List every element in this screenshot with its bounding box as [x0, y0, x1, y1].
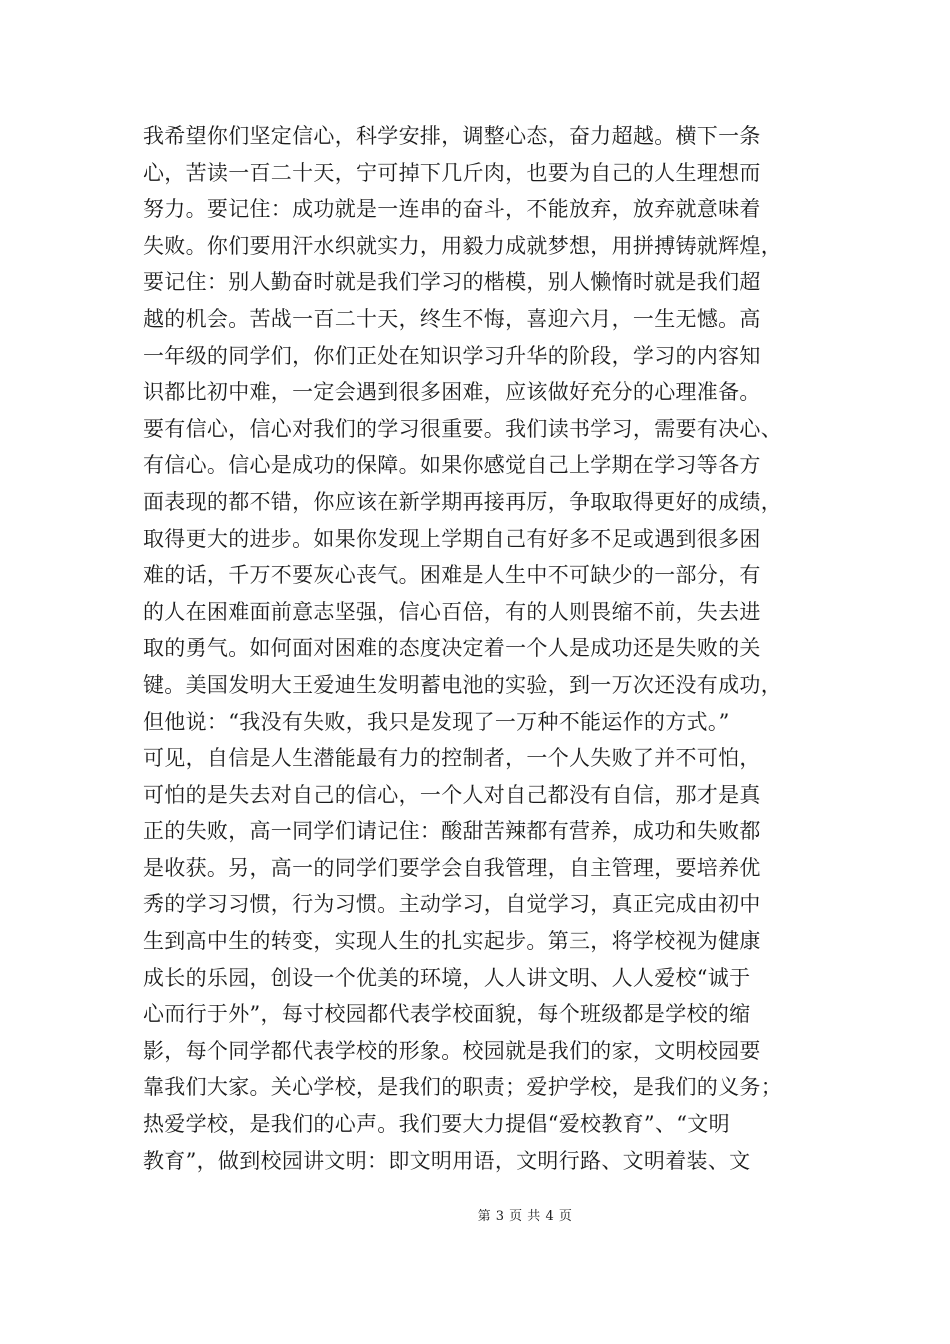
text-line: 但他说：“我没有失败，我只是发现了一万种不能运作的方式。”: [143, 709, 730, 734]
text-line: 秀的学习习惯，行为习惯。主动学习，自觉学习，真正完成由初中: [143, 892, 761, 917]
text-line: 我希望你们坚定信心，科学安排，调整心态，奋力超越。横下一条: [143, 124, 761, 148]
text-line: 影，每个同学都代表学校的形象。校园就是我们的家，文明校园要: [143, 1038, 761, 1063]
text-line: 要记住：别人勤奋时就是我们学习的楷模，别人懒惰时就是我们超: [143, 270, 761, 295]
text-line: 要有信心，信心对我们的学习很重要。我们读书学习，需要有决心、: [143, 416, 782, 441]
text-line: 键。美国发明大王爱迪生发明蓄电池的实验，到一万次还没有成功，: [143, 672, 782, 697]
text-line: 心而行于外”，每寸校园都代表学校面貌，每个班级都是学校的缩: [143, 1002, 751, 1027]
text-line: 教育”，做到校园讲文明：即文明用语，文明行路、文明着装、文: [143, 1148, 751, 1173]
text-line: 难的话，千万不要灰心丧气。困难是人生中不可缺少的一部分，有: [143, 563, 761, 588]
text-line: 生到高中生的转变，实现人生的扎实起步。第三，将学校视为健康: [143, 929, 761, 954]
text-line: 是收获。另，高一的同学们要学会自我管理，自主管理，要培养优: [143, 855, 761, 880]
text-line: 靠我们大家。关心学校，是我们的职责；爱护学校，是我们的义务；: [143, 1075, 782, 1100]
text-line: 可见，自信是人生潜能最有力的控制者，一个人失败了并不可怕，: [143, 746, 761, 771]
text-line: 有信心。信心是成功的保障。如果你感觉自己上学期在学习等各方: [143, 453, 761, 478]
text-line: 一年级的同学们，你们正处在知识学习升华的阶段，学习的内容知: [143, 343, 761, 368]
text-line: 失败。你们要用汗水织就实力，用毅力成就梦想，用拼搏铸就辉煌，: [143, 233, 782, 258]
text-line: 面表现的都不错，你应该在新学期再接再厉，争取取得更好的成绩，: [143, 489, 782, 514]
text-line: 识都比初中难，一定会遇到很多困难，应该做好充分的心理准备。: [143, 380, 761, 405]
body-text: [143, 118, 823, 1179]
text-line: 可怕的是失去对自己的信心，一个人对自己都没有自信，那才是真: [143, 782, 761, 807]
text-line: 的人在困难面前意志坚强，信心百倍，有的人则畏缩不前，失去进: [143, 599, 761, 624]
text-line: 心，苦读一百二十天，宁可掉下几斤肉，也要为自己的人生理想而: [143, 160, 761, 185]
text-line: 取得更大的进步。如果你发现上学期自己有好多不足或遇到很多困: [143, 526, 761, 551]
text-line: 越的机会。苦战一百二十天，终生不悔，喜迎六月，一生无憾。高: [143, 306, 761, 331]
text-line: 热爱学校，是我们的心声。我们要大力提倡“爱校教育”、“文明: [143, 1112, 730, 1137]
text-line: 正的失败，高一同学们请记住：酸甜苦辣都有营养，成功和失败都: [143, 819, 761, 844]
page-number-footer: 第 3 页 共 4 页: [477, 1209, 573, 1224]
text-line: 取的勇气。如何面对困难的态度决定着一个人是成功还是失败的关: [143, 636, 761, 661]
text-line: 成长的乐园，创设一个优美的环境，人人讲文明、人人爱校“诚于: [143, 965, 751, 990]
text-line: 努力。要记住：成功就是一连串的奋斗，不能放弃，放弃就意味着: [143, 197, 761, 222]
